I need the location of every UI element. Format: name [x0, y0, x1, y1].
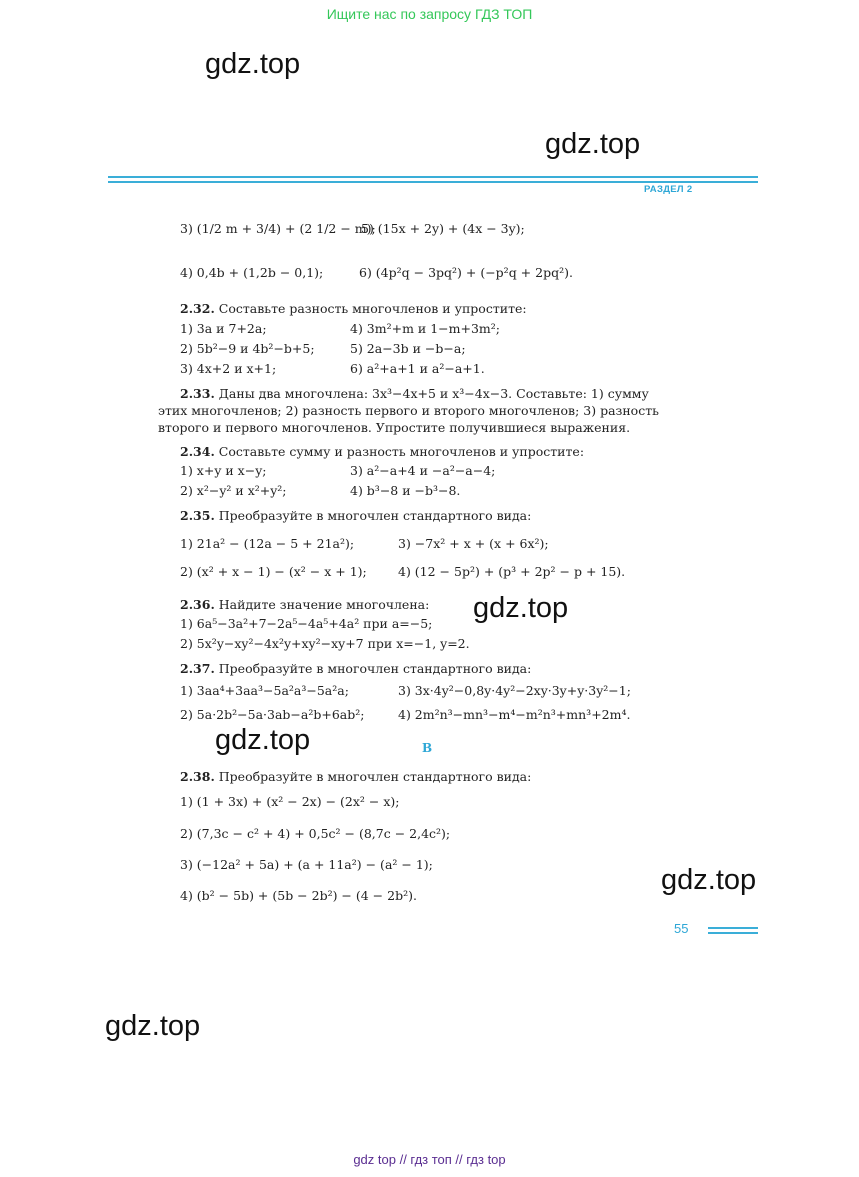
exercise-item: 2) 5x²y−xy²−4x²y+xy²−xy+7 при x=−1, y=2. [180, 636, 470, 651]
exercise-item: 1) 6a⁵−3a²+7−2a⁵−4a⁵+4a² при a=−5; [180, 616, 433, 631]
exercise-item: 5) 2a−3b и −b−a; [350, 341, 466, 356]
exercise-item: 3) (−12a² + 5a) + (a + 11a²) − (a² − 1); [180, 857, 433, 872]
exercise-item: 2) (7,3c − c² + 4) + 0,5c² − (8,7c − 2,4c²); [180, 826, 451, 841]
exercise-item: 6) (4p²q − 3pq²) + (−p²q + 2pq²). [359, 265, 573, 280]
problem-heading [180, 443, 584, 460]
exercise-item: 3) (1/2 m + 3/4) + (2 1/2 − m); [180, 221, 376, 236]
problem-heading [180, 300, 527, 317]
problem-number: 2.35. [180, 508, 215, 523]
exercise-item: 1) x+y и x−y; [180, 463, 267, 478]
exercise-item: 4) 2m²n³−mn³−m⁴−m²n³+mn³+2m⁴. [398, 707, 631, 722]
exercise-item: 3) −7x² + x + (x + 6x²); [398, 536, 549, 551]
header-rule [108, 181, 758, 183]
footer-rule [708, 932, 758, 934]
exercise-item: 6) a²+a+1 и a²−a+1. [350, 361, 485, 376]
watermark: gdz.top [661, 864, 757, 896]
exercise-item: 4) (b² − 5b) + (5b − 2b²) − (4 − 2b²). [180, 888, 417, 903]
section-label: РАЗДЕЛ 2 [644, 184, 693, 195]
problem-heading [180, 507, 531, 524]
exercise-item: 2) 5b²−9 и 4b²−b+5; [180, 341, 315, 356]
exercise-item: 1) 3aa⁴+3aa³−5a²a³−5a²a; [180, 683, 349, 698]
problem-number: 2.34. [180, 444, 215, 459]
exercise-item: 2) x²−y² и x²+y²; [180, 483, 287, 498]
exercise-item: 3) 3x·4y²−0,8y·4y²−2xy·3y+y·3y²−1; [398, 683, 631, 698]
problem-number: 2.38. [180, 769, 215, 784]
problem-heading [180, 385, 649, 402]
header-rule [108, 176, 758, 178]
watermark: gdz.top [105, 1010, 201, 1042]
problem-heading [180, 596, 429, 613]
exercise-item: 4) 0,4b + (1,2b − 0,1); [180, 265, 324, 280]
problem-text: Преобразуйте в многочлен стандартного вида: [214, 508, 532, 523]
top-banner[interactable]: Ищите нас по запросу ГДЗ ТОП [326, 6, 533, 22]
watermark: gdz.top [473, 592, 569, 624]
problem-number: 2.32. [180, 301, 215, 316]
problem-text: Даны два многочлена: 3x³−4x+5 и x³−4x−3. Составьте: 1) сумму [214, 386, 649, 401]
bottom-links[interactable]: gdz top // гдз топ // гдз top [353, 1152, 506, 1167]
exercise-item: 1) 21a² − (12a − 5 + 21a²); [180, 536, 355, 551]
exercise-item: 4) (12 − 5p²) + (p³ + 2p² − p + 15). [398, 564, 626, 579]
difficulty-level-b: B [422, 741, 433, 755]
problem-text: Преобразуйте в многочлен стандартного вида: [214, 769, 532, 784]
problem-text: второго и первого многочленов. Упростите получившиеся выражения. [158, 420, 631, 435]
footer-rule [708, 927, 758, 929]
exercise-item: 1) (1 + 3x) + (x² − 2x) − (2x² − x); [180, 794, 400, 809]
watermark: gdz.top [545, 128, 641, 160]
problem-heading [180, 660, 531, 677]
problem-number: 2.36. [180, 597, 215, 612]
problem-text: Составьте разность многочленов и упростите: [214, 301, 527, 316]
exercise-item: 2) (x² + x − 1) − (x² − x + 1); [180, 564, 367, 579]
watermark: gdz.top [205, 48, 301, 80]
problem-heading [180, 768, 531, 785]
exercise-item: 4) 3m²+m и 1−m+3m²; [350, 321, 501, 336]
problem-text: Преобразуйте в многочлен стандартного вида: [214, 661, 532, 676]
watermark: gdz.top [215, 724, 311, 756]
problem-text: этих многочленов; 2) разность первого и второго многочленов; 3) разность [158, 403, 659, 418]
exercise-item: 2) 5a·2b²−5a·3ab−a²b+6ab²; [180, 707, 365, 722]
exercise-item: 1) 3a и 7+2a; [180, 321, 267, 336]
problem-number: 2.33. [180, 386, 215, 401]
page-number: 55 [674, 921, 689, 936]
exercise-item: 4) b³−8 и −b³−8. [350, 483, 461, 498]
problem-text: Составьте сумму и разность многочленов и упростите: [214, 444, 585, 459]
problem-number: 2.37. [180, 661, 215, 676]
exercise-item: 3) 4x+2 и x+1; [180, 361, 277, 376]
exercise-item: 3) a²−a+4 и −a²−a−4; [350, 463, 496, 478]
problem-text: Найдите значение многочлена: [214, 597, 430, 612]
exercise-item: 5) (15x + 2y) + (4x − 3y); [361, 221, 525, 236]
